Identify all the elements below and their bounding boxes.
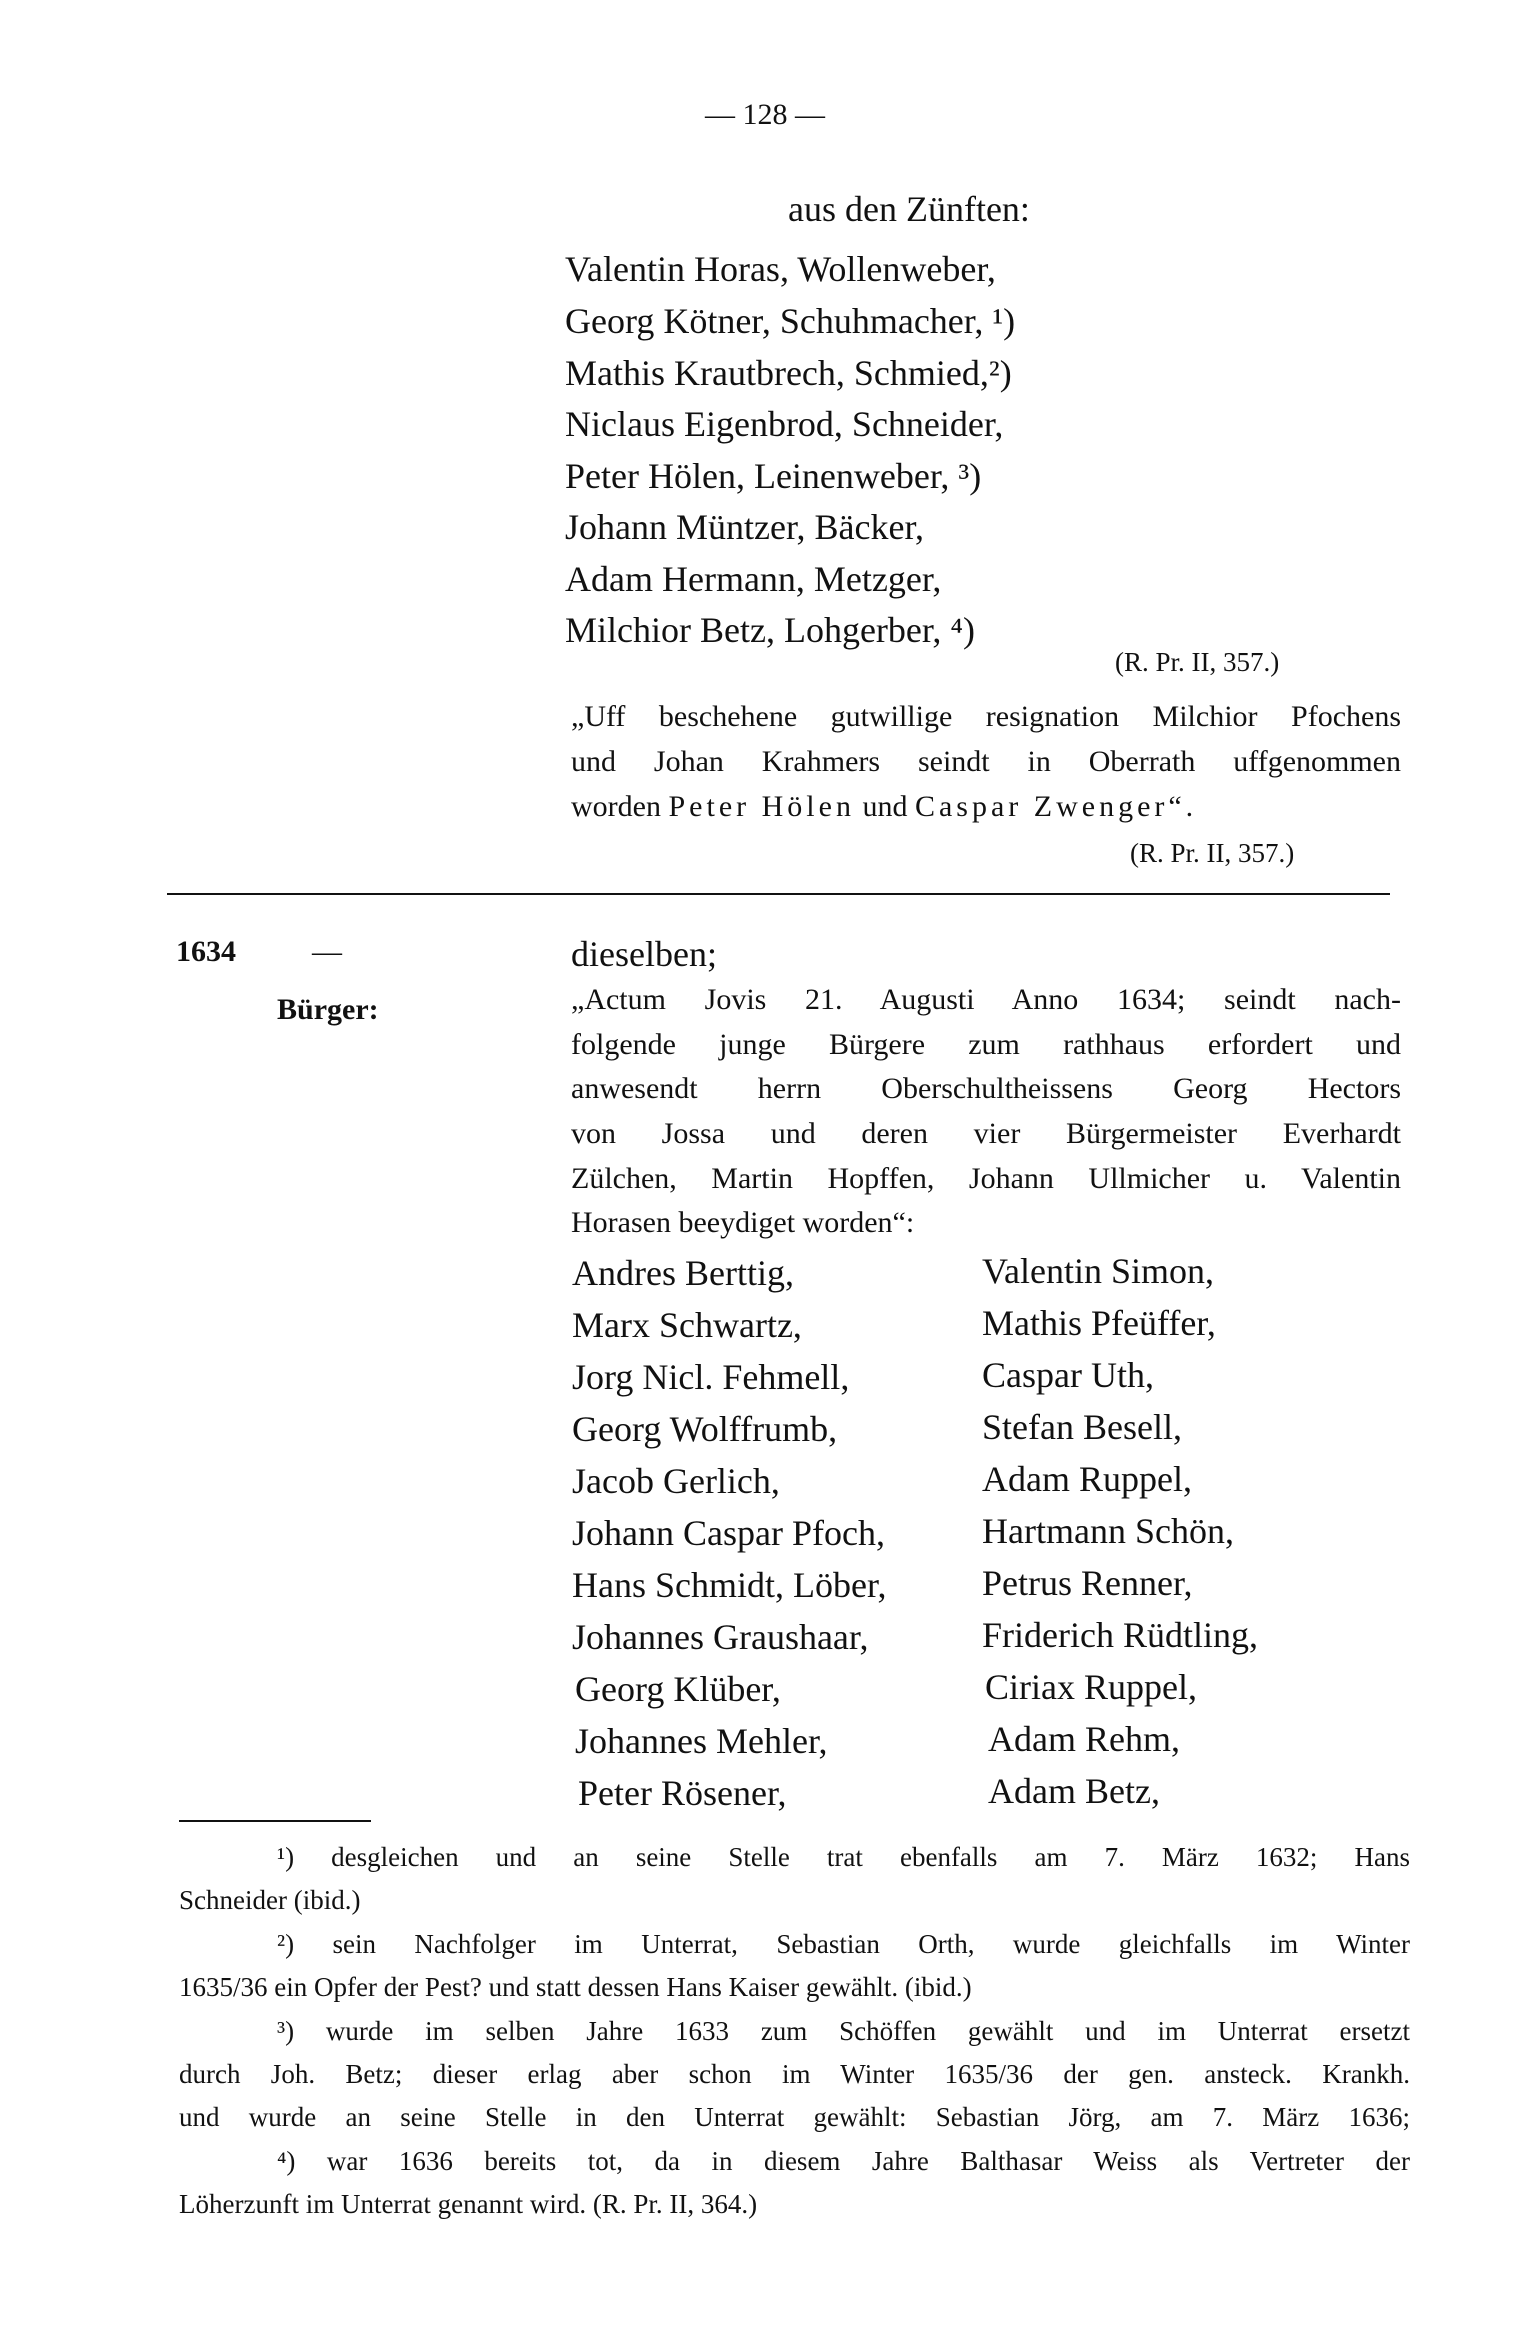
citizen-name: Johannes Graushaar, [572,1617,869,1657]
quote-line: „Uff beschehene gutwillige resignation Milchior Pfochens [571,700,1401,733]
citizen-name: Johannes Mehler, [575,1721,828,1761]
quote-text: worden [571,790,669,823]
footnote-line: ¹) desgleichen und an seine Stelle trat ebenfalls am 7. März 1632; Hans [277,1842,1410,1872]
year-dash: — [312,935,342,968]
quote-text: und [854,790,915,823]
page-number: — 128 — [705,98,825,131]
actum-line: Zülchen, Martin Hopffen, Johann Ullmicher u. Valentin [571,1162,1401,1195]
citizen-name: Adam Rehm, [988,1719,1180,1759]
footnote-line: Löherzunft im Unterrat genannt wird. (R. Pr. II, 364.) [179,2189,758,2219]
member-line: Niclaus Eigenbrod, Schneider, [565,404,1004,444]
member-line: Georg Kötner, Schuhmacher, ¹) [565,301,1016,341]
member-line: Peter Hölen, Leinenweber, ³) [565,456,982,496]
citizen-name: Adam Betz, [988,1771,1160,1811]
citizen-name: Georg Klüber, [575,1669,781,1709]
citizen-name: Valentin Simon, [982,1251,1214,1291]
footnote-line: ³) wurde im selben Jahre 1633 zum Schöffen gewählt und im Unterrat ersetzt [277,2016,1410,2046]
quote-name-spaced: Peter Hölen [668,790,855,823]
footnote-line: 1635/36 ein Opfer der Pest? und statt dessen Hans Kaiser gewählt. (ibid.) [179,1972,972,2002]
citizen-name: Stefan Besell, [982,1407,1182,1447]
member-line: Valentin Horas, Wollenweber, [565,249,996,289]
quote-name-spaced: Caspar Zwenger“. [914,790,1198,823]
citizen-name: Hans Schmidt, Löber, [572,1565,887,1605]
citizen-name: Andres Berttig, [572,1253,794,1293]
actum-line: anwesendt herrn Oberschultheissens Georg Hectors [571,1072,1401,1105]
reference-citation: (R. Pr. II, 357.) [1130,838,1295,868]
actum-line: „Actum Jovis 21. Augusti Anno 1634; seindt nach- [571,983,1401,1016]
quote-line: und Johan Krahmers seindt in Oberrath uffgenommen [571,745,1401,778]
citizen-name: Peter Rösener, [578,1773,787,1813]
citizen-name: Marx Schwartz, [572,1305,802,1345]
footnote-line: und wurde an seine Stelle in den Unterrat gewählt: Sebastian Jörg, am 7. März 1636; [179,2102,1410,2132]
footnote-line: ²) sein Nachfolger im Unterrat, Sebastian Orth, wurde gleichfalls im Winter [277,1929,1410,1959]
reference-citation: (R. Pr. II, 357.) [1115,647,1280,677]
quote-line [571,790,1197,824]
citizen-name: Jacob Gerlich, [572,1461,780,1501]
citizen-name: Jorg Nicl. Fehmell, [572,1357,850,1397]
citizen-name: Caspar Uth, [982,1355,1154,1395]
citizen-name: Georg Wolffrumb, [572,1409,838,1449]
citizen-name: Adam Ruppel, [982,1459,1192,1499]
member-line: Milchior Betz, Lohgerber, ⁴) [565,610,975,650]
citizen-name: Friderich Rüdtling, [982,1615,1258,1655]
actum-line: Horasen beeydiget worden“: [571,1206,915,1239]
member-line: Mathis Krautbrech, Schmied,²) [565,353,1012,393]
footnote-line: Schneider (ibid.) [179,1885,361,1915]
actum-line: folgende junge Bürgere zum rathhaus erfordert und [571,1028,1401,1061]
citizen-name: Ciriax Ruppel, [985,1667,1197,1707]
member-line: Johann Müntzer, Bäcker, [565,507,924,547]
citizens-label: Bürger: [277,993,379,1026]
footnote-divider [179,1820,371,1822]
citizen-name: Hartmann Schön, [982,1511,1234,1551]
member-line: Adam Hermann, Metzger, [565,559,942,599]
citizen-name: Johann Caspar Pfoch, [572,1513,885,1553]
citizen-name: Mathis Pfeüffer, [982,1303,1216,1343]
council-heading: aus den Zünften: [788,189,1030,229]
footnote-line: ⁴) war 1636 bereits tot, da in diesem Jahre Balthasar Weiss als Vertreter der [277,2146,1410,2176]
intro-text: dieselben; [571,934,717,974]
section-divider [167,893,1390,895]
actum-line: von Jossa und deren vier Bürgermeister Everhardt [571,1117,1401,1150]
year-label: 1634 [176,935,236,968]
footnote-line: durch Joh. Betz; dieser erlag aber schon im Winter 1635/36 der gen. ansteck. Krankh. [179,2059,1410,2089]
citizen-name: Petrus Renner, [982,1563,1193,1603]
